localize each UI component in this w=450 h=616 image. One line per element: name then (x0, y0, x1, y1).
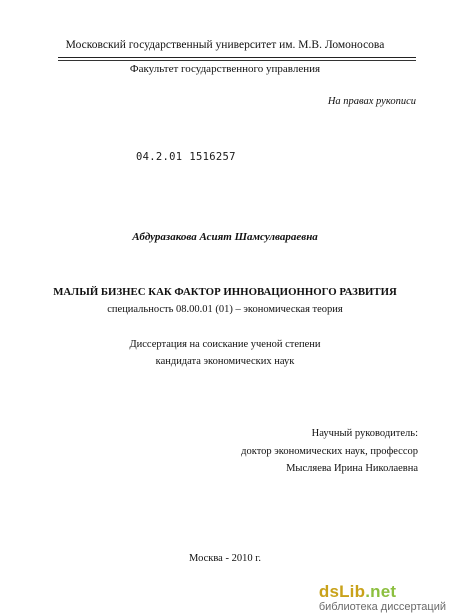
degree-line-1: Диссертация на соискание ученой степени (129, 339, 321, 350)
supervisor-name: Мысляева Ирина Николаевна (286, 463, 418, 474)
dslib-logo (319, 583, 446, 600)
manuscript-note: На правах рукописи (327, 96, 416, 107)
dslib-caption: библиотека диссертаций (318, 600, 446, 613)
supervisor-degree: доктор экономических наук, профессор (241, 446, 418, 457)
header-rule-thick (58, 57, 416, 58)
university-name: Московский государственный университет им. М.В. Ломоносова (65, 39, 385, 51)
city-year: Москва - 2010 г. (189, 553, 261, 564)
degree-line-2: кандидата экономических наук (155, 356, 295, 367)
stamp-date: 04.2.01 (136, 151, 183, 163)
header-rule-thin (58, 60, 416, 61)
supervisor-label: Научный руководитель: (311, 428, 418, 439)
registration-stamp (136, 152, 236, 163)
faculty-name: Факультет государственного управления (129, 63, 321, 75)
dslib-logo-part2: .net (365, 581, 397, 601)
thesis-specialty: специальность 08.00.01 (01) – экономическая теория (107, 304, 343, 315)
stamp-number: 1516257 (189, 151, 236, 163)
thesis-title: МАЛЫЙ БИЗНЕС КАК ФАКТОР ИННОВАЦИОННОГО РАЗВИТИЯ (53, 286, 397, 298)
author-name: Абдуразакова Асият Шамсулвараевна (132, 231, 318, 243)
dslib-watermark (319, 583, 446, 614)
dslib-logo-part1: dsLib (318, 581, 366, 601)
